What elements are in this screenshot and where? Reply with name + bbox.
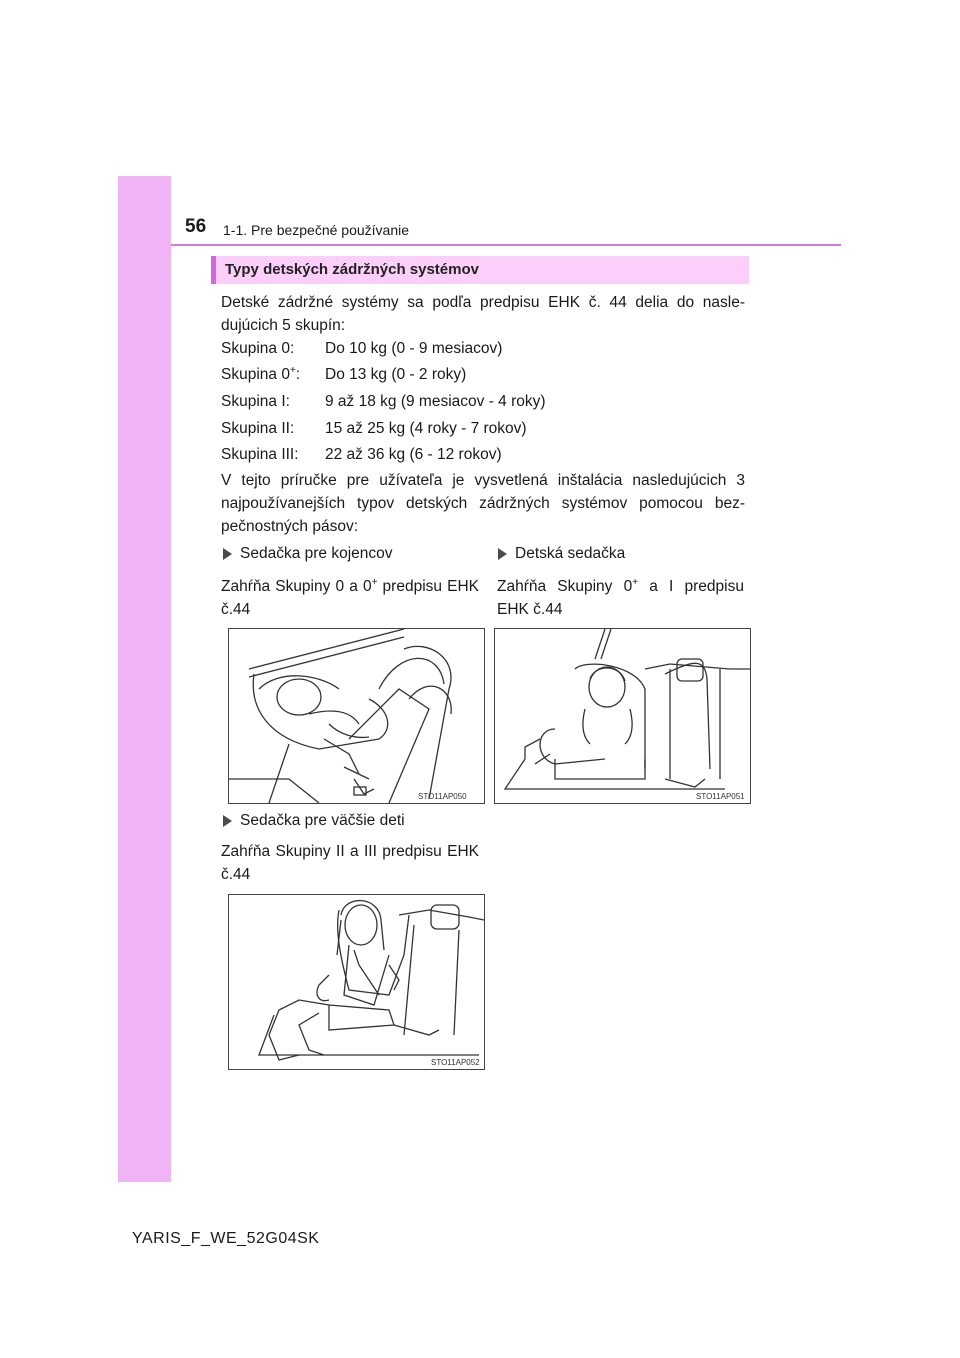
group-label: Skupina II: <box>221 420 295 437</box>
type-infant-seat-desc: Zahŕňa Skupiny 0 a 0+ predpisu EHK č.44 <box>221 576 479 618</box>
image-code: STO11AP051 <box>696 792 745 801</box>
group-label: Skupina I: <box>221 393 290 410</box>
group-label: Skupina 0+: <box>221 364 301 383</box>
type-infant-seat-title: Sedačka pre kojencov <box>223 545 393 563</box>
child-seat-drawing <box>495 629 750 803</box>
page-number: 56 <box>185 216 207 237</box>
triangle-bullet-icon <box>498 548 507 560</box>
subheading-accent <box>211 256 216 284</box>
group-value: 15 až 25 kg (4 roky - 7 rokov) <box>325 420 527 437</box>
child-seat-illustration <box>494 628 751 804</box>
document-code: YARIS_F_WE_52G04SK <box>132 1230 320 1247</box>
subheading-box <box>211 256 749 284</box>
chapter-tab-bar <box>118 176 171 1182</box>
intro-paragraph: Detské zádržné systémy sa podľa predpisu EHK č. 44 delia do nasle-dujúcich 5 skupín: <box>221 294 745 334</box>
section-title: 1-1. Pre bezpečné používanie <box>223 222 410 238</box>
type-booster-seat-title: Sedačka pre väčšie deti <box>223 812 405 830</box>
header-rule <box>171 244 841 246</box>
triangle-bullet-icon <box>223 548 232 560</box>
image-code: STO11AP052 <box>431 1058 480 1067</box>
booster-seat-drawing <box>229 895 484 1069</box>
type-child-seat-desc: Zahŕňa Skupiny 0+ a I predpisu EHK č.44 <box>497 576 744 618</box>
image-code: STO11AP050 <box>418 792 467 801</box>
infant-seat-illustration <box>228 628 485 804</box>
type-booster-seat-desc: Zahŕňa Skupiny II a III predpisu EHK č.44 <box>221 843 479 883</box>
explanation-paragraph: V tejto príručke pre užívateľa je vysvetlená inštalácia nasledujúcich 3 najpoužívanejších typov detských zádržných systémov pomocou bez-pečnostných pásov: <box>221 472 745 535</box>
subheading-title: Typy detských zádržných systémov <box>225 261 479 278</box>
group-label: Skupina III: <box>221 446 299 463</box>
group-row-1 <box>221 393 546 411</box>
booster-seat-illustration <box>228 894 485 1070</box>
group-value: 9 až 18 kg (9 mesiacov - 4 roky) <box>325 393 546 410</box>
group-value: Do 13 kg (0 - 2 roky) <box>325 366 467 383</box>
group-value: Do 10 kg (0 - 9 mesiacov) <box>325 340 503 357</box>
triangle-bullet-icon <box>223 815 232 827</box>
group-row-0 <box>221 340 502 358</box>
type-child-seat-title: Detská sedačka <box>498 545 625 563</box>
group-row-3 <box>221 446 502 464</box>
group-row-2 <box>221 420 527 438</box>
infant-seat-drawing <box>229 629 484 803</box>
group-label: Skupina 0: <box>221 340 295 357</box>
group-row-0plus <box>221 366 466 384</box>
group-value: 22 až 36 kg (6 - 12 rokov) <box>325 446 502 463</box>
